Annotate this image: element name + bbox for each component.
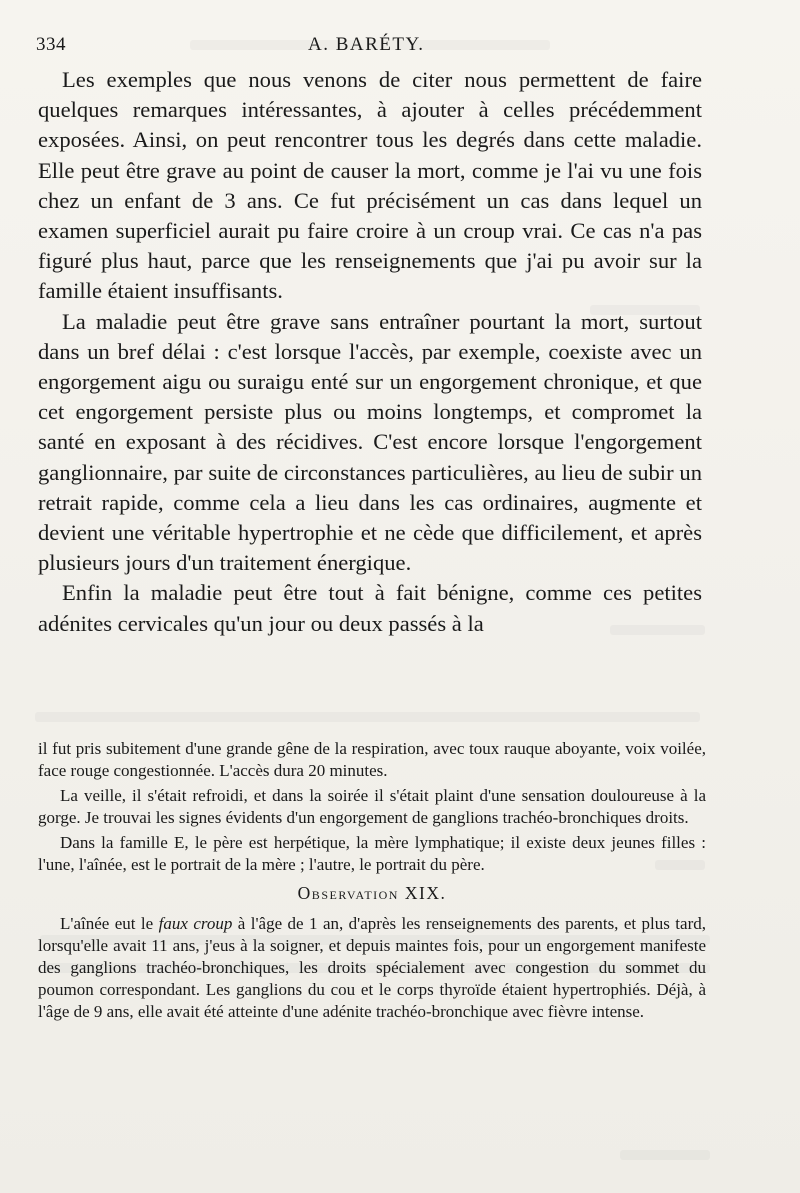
paragraph: Enfin la maladie peut être tout à fait bénigne, comme ces petites adénites cervicales qu'un jour ou deux passés à la xyxy=(38,580,702,636)
page-header xyxy=(36,30,750,60)
main-text-body xyxy=(38,65,702,639)
paragraph: La maladie peut être grave sans entraîner pourtant la mort, surtout dans un bref délai : c'est lorsque l'accès, par exemple, coexiste avec un engorgement aigu ou suraigu enté sur un engorgement chronique, et que cet engorgement persiste plus ou moins longtemps, et compromet la santé en exposant à des récidives. C'est encore lorsque l'engorgement ganglionnaire, par suite de circonstances particulières, au lieu de subir un retrait rapide, comme cela a lieu dans les cas ordinaires, augmente et devient une véritable hypertrophie et ne cède que difficilement, et après plusieurs jours d'un traitement énergique. xyxy=(38,308,702,576)
italic-term: faux croup xyxy=(158,914,233,933)
observation-title: Observation XIX. xyxy=(297,883,447,903)
note-paragraph: La veille, il s'était refroidi, et dans la soirée il s'était plaint d'une sensation douloureuse à la gorge. Je trouvai les signes évidents d'un engorgement de ganglions trachéo-bronchiques droits. xyxy=(38,786,706,827)
footnote-text xyxy=(38,738,706,1026)
note-paragraph xyxy=(38,913,706,1023)
page-number: 334 xyxy=(36,34,66,55)
text-span: à l'âge de 1 an, d'après les renseignements des parents, et plus tard, lorsqu'elle avait 11 ans, j'eus à la soigner, et depuis maintes fois, pour un engorgement manifeste des ganglions trachéo-bronchiques, les droits spécialement avec congestion du sommet du poumon correspondant. Les ganglions du cou et le corps thyroïde étaient hypertrophiés. Déjà, à l'âge de 9 ans, elle avait été atteinte d'une adénite trachéo-bronchique avec fièvre intense. xyxy=(38,914,706,1021)
paragraph: Les exemples que nous venons de citer nous permettent de faire quelques remarques intéressantes, à ajouter à celles précédemment exposées. Ainsi, on peut rencontrer tous les degrés dans cette maladie. Elle peut être grave au point de causer la mort, comme je l'ai vu une fois chez un enfant de 3 ans. Ce fut précisément un cas dans lequel un examen superficiel aurait pu faire croire à un croup vrai. Ce cas n'a pas figuré plus haut, parce que les renseignements que j'ai pu avoir sur la famille étaient insuffisants. xyxy=(38,67,702,304)
note-paragraph: il fut pris subitement d'une grande gêne de la respiration, avec toux rauque aboyante, voix voilée, face rouge congestionnée. L'accès dura 20 minutes. xyxy=(38,739,706,780)
note-paragraph: Dans la famille E, le père est herpétique, la mère lymphatique; il existe deux jeunes filles : l'une, l'aînée, est le portrait de la mère ; l'autre, le portrait du père. xyxy=(38,833,706,874)
running-head: A. BARÉTY. xyxy=(308,34,425,55)
text-span: L'aînée eut le xyxy=(60,914,159,933)
